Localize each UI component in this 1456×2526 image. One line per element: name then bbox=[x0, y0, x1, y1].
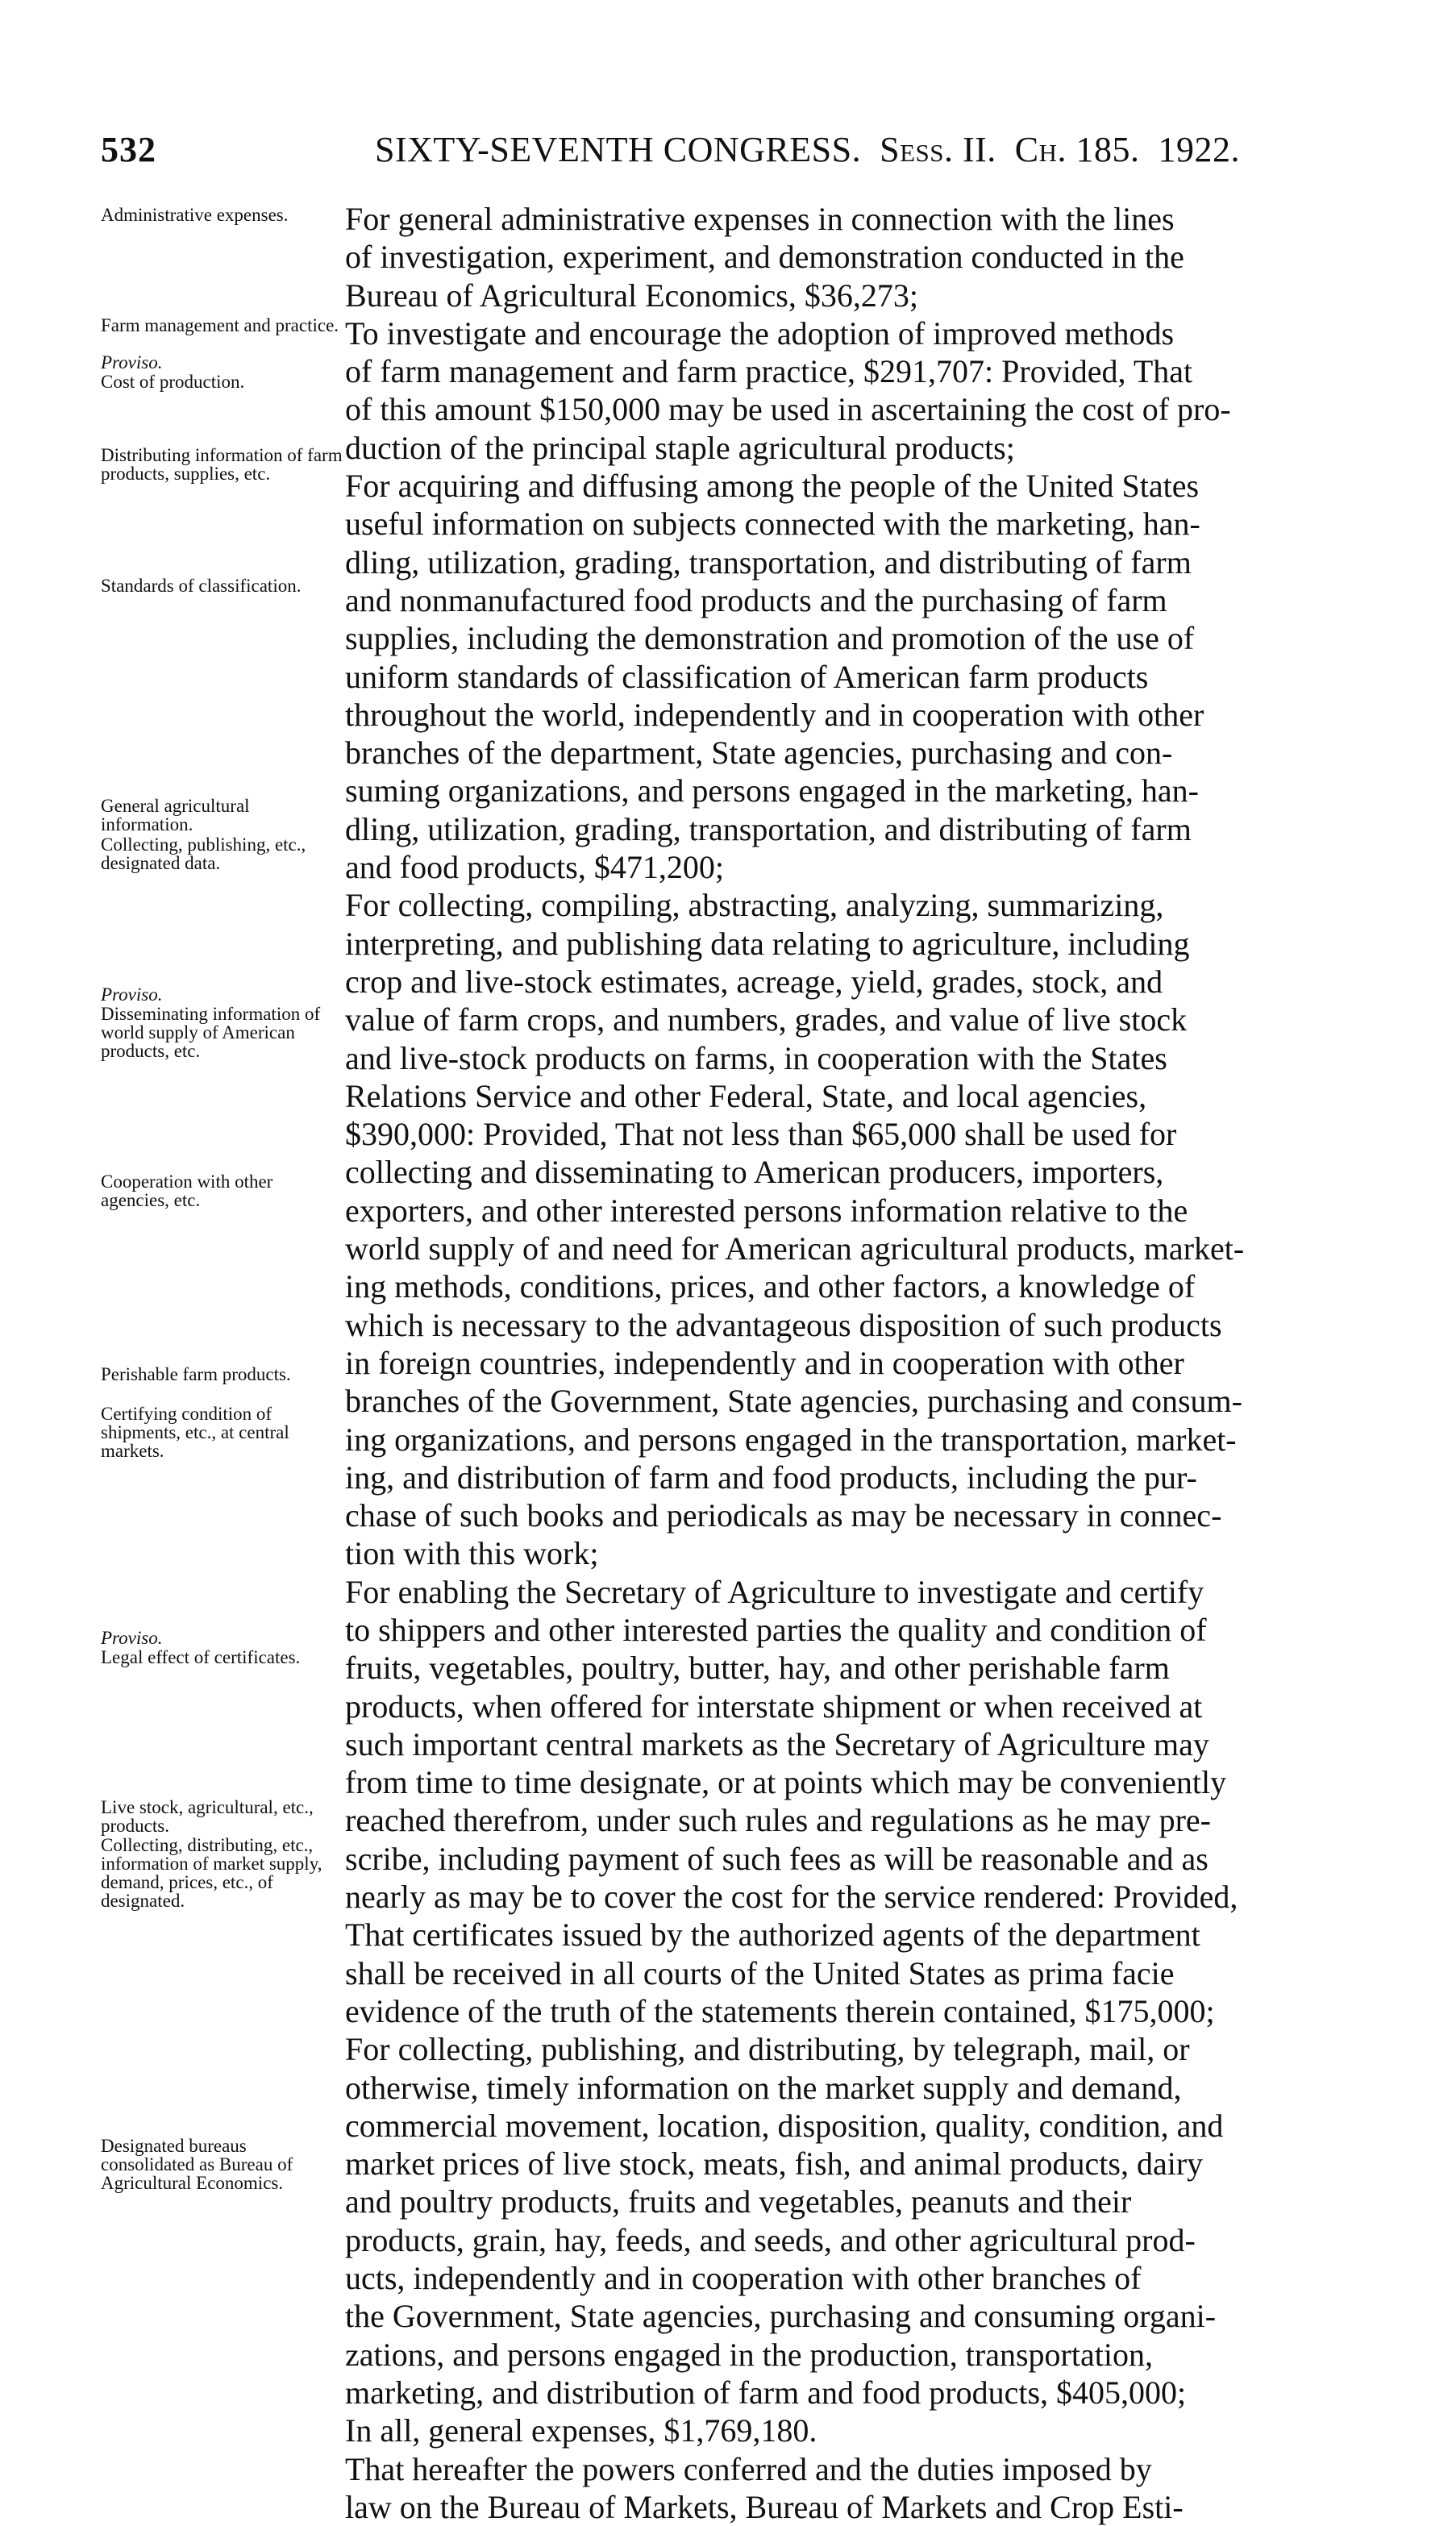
text-line: ing organizations, and persons engaged in the transportation, market- bbox=[345, 1421, 1237, 1458]
margin-note: Standards of classification. bbox=[101, 576, 302, 596]
chapter-label: Ch. 185. bbox=[1014, 130, 1140, 169]
text-line: of farm management and farm practice, $291,707: Provided, That bbox=[345, 353, 1193, 390]
text-line: Relations Service and other Federal, State, and local agencies, bbox=[345, 1077, 1147, 1114]
text-line: of this amount $150,000 may be used in ascertaining the cost of pro- bbox=[345, 391, 1231, 428]
text-line: To investigate and encourage the adoption of improved methods bbox=[345, 314, 1175, 352]
text-line: value of farm crops, and numbers, grades, and value of live stock bbox=[345, 1001, 1188, 1038]
session-label: Sess. II. bbox=[880, 130, 996, 169]
text-line: fruits, vegetables, poultry, butter, hay, and other perishable farm bbox=[345, 1650, 1170, 1687]
margin-note: General agricultural information. bbox=[101, 796, 250, 834]
text-line: and food products, $471,200; bbox=[345, 849, 724, 886]
congress-title: SIXTY-SEVENTH CONGRESS. bbox=[375, 130, 862, 169]
text-line: the Government, State agencies, purchasing and consuming organi- bbox=[345, 2298, 1217, 2335]
text-line: tion with this work; bbox=[345, 1535, 599, 1572]
text-line: Bureau of Agricultural Economics, $36,273; bbox=[345, 277, 918, 314]
text-line: and nonmanufactured food products and the purchasing of farm bbox=[345, 581, 1167, 618]
text-line: ing, and distribution of farm and food products, including the pur- bbox=[345, 1459, 1197, 1496]
text-line: ucts, independently and in cooperation with other branches of bbox=[345, 2260, 1142, 2297]
text-line: For general administrative expenses in connection with the lines bbox=[345, 201, 1175, 237]
text-line: law on the Bureau of Markets, Bureau of Markets and Crop Esti- bbox=[345, 2488, 1184, 2525]
body-text bbox=[345, 200, 1367, 2526]
text-line: exporters, and other interested persons information relative to the bbox=[345, 1192, 1188, 1229]
text-line: such important central markets as the Secretary of Agriculture may bbox=[345, 1725, 1209, 1762]
running-head bbox=[375, 129, 1240, 170]
text-line: suming organizations, and persons engaged in the marketing, han- bbox=[345, 772, 1200, 809]
margin-note: Perishable farm products. bbox=[101, 1364, 291, 1384]
margin-note: Designated bureaus consolidated as Bureau of Agricultural Economics. bbox=[101, 2136, 293, 2193]
text-line: throughout the world, independently and in cooperation with other bbox=[345, 696, 1204, 733]
text-line: That certificates issued by the authorized agents of the department bbox=[345, 1916, 1200, 1954]
text-line: That hereafter the powers conferred and the duties imposed by bbox=[345, 2450, 1152, 2487]
text-line: world supply of and need for American agricultural products, market- bbox=[345, 1230, 1245, 1267]
text-line: in foreign countries, independently and in cooperation with other bbox=[345, 1344, 1184, 1381]
text-line: reached therefrom, under such rules and regulations as he may pre- bbox=[345, 1802, 1212, 1839]
text-line: crop and live-stock estimates, acreage, yield, grades, stock, and bbox=[345, 963, 1163, 1000]
margin-note: Farm management and practice. bbox=[101, 315, 339, 335]
text-line: $390,000: Provided, That not less than $65,000 shall be used for bbox=[345, 1116, 1177, 1153]
text-line: zations, and persons engaged in the production, transportation, bbox=[345, 2336, 1153, 2373]
text-line: shall be received in all courts of the United States as prima facie bbox=[345, 1954, 1175, 1991]
margin-note: Live stock, agricultural, etc., products. bbox=[101, 1797, 314, 1836]
margin-note: Certifying condition of shipments, etc., at central markets. bbox=[101, 1404, 289, 1461]
margin-note: Collecting, distributing, etc., information of market supply, demand, prices, etc., of designated. bbox=[101, 1835, 322, 1911]
text-line: collecting and disseminating to American producers, importers, bbox=[345, 1154, 1164, 1191]
text-line: products, grain, hay, feeds, and seeds, and other agricultural prod- bbox=[345, 2221, 1196, 2258]
text-line: ing methods, conditions, prices, and other factors, a knowledge of bbox=[345, 1268, 1196, 1305]
margin-note: Proviso. bbox=[101, 352, 163, 372]
margin-note: Distributing information of farm products, supplies, etc. bbox=[101, 445, 343, 484]
margin-note: Collecting, publishing, etc., designated data. bbox=[101, 834, 306, 873]
text-line: from time to time designate, or at points which may be conveniently bbox=[345, 1764, 1227, 1801]
year-label: 1922. bbox=[1158, 130, 1241, 169]
text-line: duction of the principal staple agricultural products; bbox=[345, 429, 1015, 466]
text-line: dling, utilization, grading, transportation, and distributing of farm bbox=[345, 543, 1192, 581]
text-line: chase of such books and periodicals as may be necessary in connec- bbox=[345, 1497, 1222, 1534]
text-line: which is necessary to the advantageous disposition of such products bbox=[345, 1306, 1222, 1343]
text-line: branches of the Government, State agencies, purchasing and consum- bbox=[345, 1383, 1242, 1420]
page-header bbox=[101, 129, 1367, 177]
text-line: and poultry products, fruits and vegetables, peanuts and their bbox=[345, 2183, 1132, 2220]
text-line: For acquiring and diffusing among the people of the United States bbox=[345, 468, 1200, 505]
margin-note: Proviso. bbox=[101, 1628, 163, 1648]
margin-note: Legal effect of certificates. bbox=[101, 1647, 301, 1667]
text-line: branches of the department, State agencies, purchasing and con- bbox=[345, 734, 1173, 772]
text-line: market prices of live stock, meats, fish, and animal products, dairy bbox=[345, 2145, 1204, 2183]
margin-note: Proviso. bbox=[101, 984, 163, 1005]
page-number: 532 bbox=[101, 130, 156, 169]
text-line: supplies, including the demonstration and promotion of the use of bbox=[345, 620, 1195, 657]
text-line: For collecting, compiling, abstracting, analyzing, summarizing, bbox=[345, 887, 1164, 924]
text-line: evidence of the truth of the statements therein contained, $175,000; bbox=[345, 1992, 1215, 2029]
text-line: In all, general expenses, $1,769,180. bbox=[345, 2412, 817, 2449]
text-line: of investigation, experiment, and demonstration conducted in the bbox=[345, 239, 1184, 276]
text-line: For enabling the Secretary of Agriculture to investigate and certify bbox=[345, 1573, 1204, 1610]
margin-note: Administrative expenses. bbox=[101, 205, 289, 225]
text-line: nearly as may be to cover the cost for the service rendered: Provided, bbox=[345, 1879, 1238, 1916]
text-line: products, when offered for interstate shipment or when received at bbox=[345, 1687, 1203, 1725]
text-line: otherwise, timely information on the market supply and demand, bbox=[345, 2069, 1182, 2106]
text-line: interpreting, and publishing data relating to agriculture, including bbox=[345, 925, 1190, 962]
margin-note: Cooperation with other agencies, etc. bbox=[101, 1171, 273, 1210]
text-line: commercial movement, location, disposition, quality, condition, and bbox=[345, 2107, 1224, 2144]
text-line: marketing, and distribution of farm and food products, $405,000; bbox=[345, 2374, 1187, 2411]
margin-note: Cost of production. bbox=[101, 372, 245, 392]
margin-note: Disseminating information of world supply of American products, etc. bbox=[101, 1004, 321, 1061]
text-line: scribe, including payment of such fees as will be reasonable and as bbox=[345, 1840, 1208, 1877]
text-line: uniform standards of classification of American farm products bbox=[345, 658, 1149, 695]
text-line: and live-stock products on farms, in cooperation with the States bbox=[345, 1039, 1167, 1076]
text-line: For collecting, publishing, and distributing, by telegraph, mail, or bbox=[345, 2031, 1190, 2068]
text-line: dling, utilization, grading, transportation, and distributing of farm bbox=[345, 810, 1192, 847]
text-line: useful information on subjects connected with the marketing, han- bbox=[345, 506, 1200, 543]
text-line: to shippers and other interested parties the quality and condition of bbox=[345, 1611, 1207, 1648]
